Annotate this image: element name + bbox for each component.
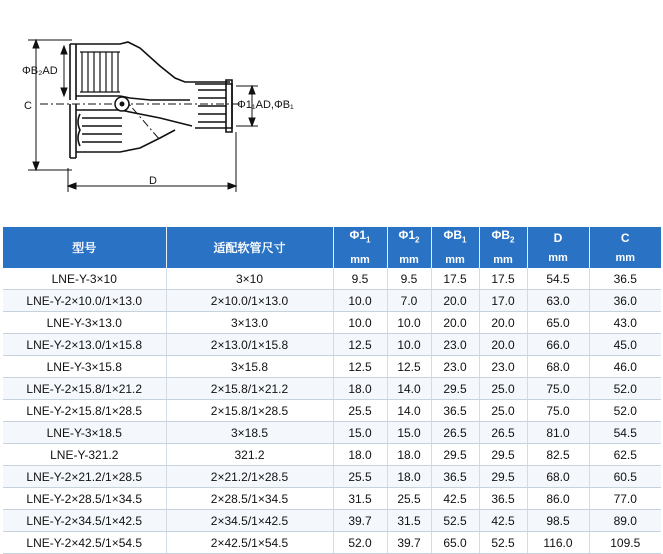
table-cell: LNE-Y-3×18.5 — [3, 422, 166, 444]
table-cell: 17.5 — [431, 268, 479, 290]
table-cell: 2×21.2/1×28.5 — [166, 466, 333, 488]
table-cell: LNE-Y-321.2 — [3, 444, 166, 466]
table-cell: 65.0 — [431, 532, 479, 554]
table-cell: 20.0 — [479, 312, 527, 334]
table-cell: LNE-Y-2×28.5/1×34.5 — [3, 488, 166, 510]
table-cell: 3×18.5 — [166, 422, 333, 444]
table-cell: 18.0 — [333, 378, 387, 400]
table-row — [3, 444, 661, 466]
table-cell: 68.0 — [527, 466, 589, 488]
table-cell: 66.0 — [527, 334, 589, 356]
table-row — [3, 510, 661, 532]
right-port-outline — [195, 80, 232, 132]
table-cell: 10.0 — [333, 312, 387, 334]
header-phib2: $\Phi B_2$ mm — [479, 227, 527, 268]
table-cell: LNE-Y-2×15.8/1×21.2 — [3, 378, 166, 400]
table-cell: 10.0 — [333, 290, 387, 312]
table-cell: 45.0 — [589, 334, 661, 356]
table-row — [3, 334, 661, 356]
spec-table — [3, 227, 661, 554]
table-cell: 20.0 — [479, 334, 527, 356]
table-cell: 2×15.8/1×21.2 — [166, 378, 333, 400]
y-connector-drawing — [0, 0, 663, 222]
label-phi-b2-ad: ΦB₂AD — [22, 65, 58, 77]
table-cell: 12.5 — [387, 356, 431, 378]
table-cell: 36.5 — [589, 268, 661, 290]
table-cell: 39.7 — [387, 532, 431, 554]
table-cell: 36.0 — [589, 290, 661, 312]
table-cell: 29.5 — [431, 444, 479, 466]
table-cell: 20.0 — [431, 312, 479, 334]
table-row — [3, 466, 661, 488]
table-cell: 75.0 — [527, 400, 589, 422]
table-cell: 12.5 — [333, 334, 387, 356]
table-cell: 10.0 — [387, 334, 431, 356]
table-cell: 42.5 — [431, 488, 479, 510]
large-port-ribs — [80, 52, 120, 92]
header-d: D mm — [527, 227, 589, 268]
table-cell: 60.5 — [589, 466, 661, 488]
table-row — [3, 400, 661, 422]
table-cell: 86.0 — [527, 488, 589, 510]
table-cell: 29.5 — [431, 378, 479, 400]
table-cell: 39.7 — [333, 510, 387, 532]
table-row — [3, 532, 661, 554]
table-cell: 42.5 — [479, 510, 527, 532]
table-cell: 82.5 — [527, 444, 589, 466]
table-cell: LNE-Y-2×42.5/1×54.5 — [3, 532, 166, 554]
table-cell: 2×13.0/1×15.8 — [166, 334, 333, 356]
table-cell: LNE-Y-3×15.8 — [3, 356, 166, 378]
table-cell: 23.0 — [479, 356, 527, 378]
table-cell: 25.5 — [387, 488, 431, 510]
table-cell: 2×42.5/1×54.5 — [166, 532, 333, 554]
table-cell: 10.0 — [387, 312, 431, 334]
header-phi1-2: $\Phi 1_2$ mm — [387, 227, 431, 268]
table-cell: 68.0 — [527, 356, 589, 378]
table-cell: 25.0 — [479, 378, 527, 400]
table-cell: 20.0 — [431, 290, 479, 312]
table-row — [3, 268, 661, 290]
table-cell: 12.5 — [333, 356, 387, 378]
table-cell: 54.5 — [589, 422, 661, 444]
table-cell: 14.0 — [387, 378, 431, 400]
table-cell: 2×28.5/1×34.5 — [166, 488, 333, 510]
table-cell: 63.0 — [527, 290, 589, 312]
table-row — [3, 312, 661, 334]
header-c: C mm — [589, 227, 661, 268]
header-model: 型号 — [3, 227, 166, 268]
table-cell: 2×10.0/1×13.0 — [166, 290, 333, 312]
table-cell: 62.5 — [589, 444, 661, 466]
table-row — [3, 356, 661, 378]
table-row — [3, 378, 661, 400]
table-cell: 17.5 — [479, 268, 527, 290]
table-cell: 54.5 — [527, 268, 589, 290]
table-cell: 26.5 — [431, 422, 479, 444]
table-cell: 15.0 — [333, 422, 387, 444]
table-cell: 25.0 — [479, 400, 527, 422]
table-cell: 25.5 — [333, 466, 387, 488]
table-cell: 15.0 — [387, 422, 431, 444]
table-cell: 52.0 — [333, 532, 387, 554]
table-cell: 31.5 — [387, 510, 431, 532]
table-cell: 9.5 — [387, 268, 431, 290]
table-cell: 29.5 — [479, 444, 527, 466]
table-cell: LNE-Y-2×21.2/1×28.5 — [3, 466, 166, 488]
table-cell: 52.5 — [479, 532, 527, 554]
header-phib1: $\Phi B_1$ mm — [431, 227, 479, 268]
table-row — [3, 290, 661, 312]
table-cell: 109.5 — [589, 532, 661, 554]
table-cell: 52.0 — [589, 400, 661, 422]
lower-branch-outline — [70, 104, 192, 158]
table-cell: 9.5 — [333, 268, 387, 290]
table-cell: 3×15.8 — [166, 356, 333, 378]
table-cell: 65.0 — [527, 312, 589, 334]
table-cell: 3×10 — [166, 268, 333, 290]
table-cell: 31.5 — [333, 488, 387, 510]
table-cell: 52.0 — [589, 378, 661, 400]
header-hose-size: 适配软管尺寸 — [166, 227, 333, 268]
dimension-lines — [28, 40, 258, 192]
table-cell: 23.0 — [431, 356, 479, 378]
table-cell: 2×34.5/1×42.5 — [166, 510, 333, 532]
label-c: C — [24, 100, 32, 112]
table-body — [3, 268, 661, 554]
table-cell: LNE-Y-2×15.8/1×28.5 — [3, 400, 166, 422]
table-cell: LNE-Y-3×13.0 — [3, 312, 166, 334]
table-cell: LNE-Y-2×10.0/1×13.0 — [3, 290, 166, 312]
table-cell: 18.0 — [387, 466, 431, 488]
label-phi1-ad-phib1: Φ1₁AD,ΦB₁ — [237, 99, 294, 111]
table-cell: 46.0 — [589, 356, 661, 378]
table-row — [3, 488, 661, 510]
table-cell: 36.5 — [431, 400, 479, 422]
table-cell: 36.5 — [431, 466, 479, 488]
table-cell: 116.0 — [527, 532, 589, 554]
table-cell: 17.0 — [479, 290, 527, 312]
table-cell: 36.5 — [479, 488, 527, 510]
label-d: D — [149, 175, 157, 187]
table-cell: LNE-Y-2×34.5/1×42.5 — [3, 510, 166, 532]
table-cell: 98.5 — [527, 510, 589, 532]
table-cell: 14.0 — [387, 400, 431, 422]
table-cell: 43.0 — [589, 312, 661, 334]
table-cell: 81.0 — [527, 422, 589, 444]
table-cell: 18.0 — [387, 444, 431, 466]
table-cell: 29.5 — [479, 466, 527, 488]
table-cell: 7.0 — [387, 290, 431, 312]
table-cell: 18.0 — [333, 444, 387, 466]
table-cell: 3×13.0 — [166, 312, 333, 334]
table-cell: 52.5 — [431, 510, 479, 532]
table-header-row — [3, 227, 661, 268]
table-cell: LNE-Y-2×13.0/1×15.8 — [3, 334, 166, 356]
header-phi1-1: $\Phi 1_1$ mm — [333, 227, 387, 268]
table-cell: 89.0 — [589, 510, 661, 532]
table-cell: 77.0 — [589, 488, 661, 510]
table-cell: LNE-Y-3×10 — [3, 268, 166, 290]
table-cell: 25.5 — [333, 400, 387, 422]
table-cell: 26.5 — [479, 422, 527, 444]
table-cell: 75.0 — [527, 378, 589, 400]
table-row — [3, 422, 661, 444]
table-cell: 321.2 — [166, 444, 333, 466]
table-cell: 23.0 — [431, 334, 479, 356]
table-cell: 2×15.8/1×28.5 — [166, 400, 333, 422]
